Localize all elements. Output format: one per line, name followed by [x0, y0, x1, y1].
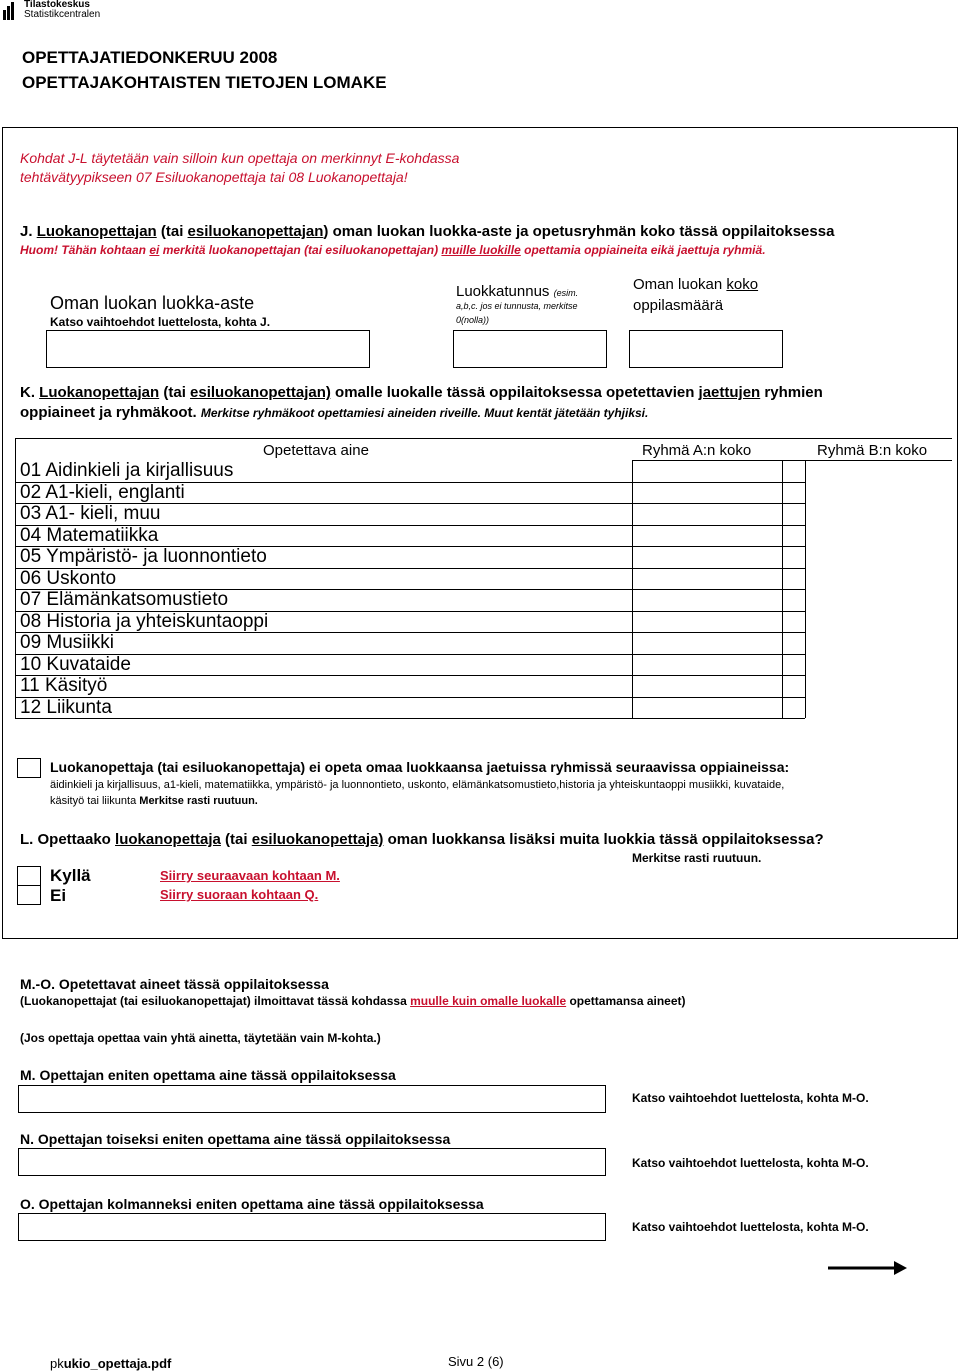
group-a-size-input[interactable]: [633, 461, 781, 481]
section-n-input[interactable]: [18, 1148, 606, 1176]
no-split-groups-label: Luokanopettaja (tai esiluokanopettaja) ei opeta omaa luokkaansa jaetuissa ryhmissä seuraavissa oppiaineissa:: [50, 759, 790, 775]
section-j-title: J. Luokanopettajan (tai esiluokanopettajan) oman luokan luokka-aste ja opetusryhmän koko tässä oppilaitoksessa: [20, 223, 835, 240]
next-page-arrow-icon[interactable]: [828, 1260, 908, 1276]
table-row-label: 02 A1-kieli, englanti: [20, 481, 185, 503]
class-code-input[interactable]: [453, 330, 607, 368]
group-a-size-input[interactable]: [633, 590, 781, 610]
col-group-b-header: Ryhmä B:n koko: [817, 442, 928, 459]
section-mo-subtitle: (Luokanopettajat (tai esiluokanopettajat) ilmoittavat tässä kohdassa muulle kuin omalle luokalle opettamansa aineet): [20, 994, 686, 1008]
group-a-size-input[interactable]: [633, 526, 781, 546]
logo-line2: Statistikcentralen: [24, 9, 101, 20]
no-split-groups-list2: käsityö tai liikunta Merkitse rasti ruutuun.: [50, 795, 258, 807]
class-code-hint1: a,b,c. jos ei tunnusta, merkitse: [456, 301, 578, 311]
table-row-label: 07 Elämänkatsomustieto: [20, 589, 229, 610]
table-row-label: 09 Musiikki: [20, 632, 114, 653]
group-a-size-input[interactable]: [633, 698, 781, 718]
table-row-label: 05 Ympäristö- ja luonnontieto: [20, 546, 267, 567]
group-a-size-input[interactable]: [633, 483, 781, 503]
no-goto: Siirry suoraan kohtaan Q.: [160, 887, 319, 902]
footer-filename: pkukio_opettaja.pdf: [50, 1356, 172, 1371]
class-grade-hint: Katso vaihtoehdot luettelosta, kohta J.: [50, 315, 271, 329]
group-b-size-input[interactable]: [783, 655, 804, 675]
class-code-label: Luokkatunnus (esim.: [456, 283, 579, 300]
section-o-input[interactable]: [18, 1213, 606, 1241]
table-row-label: 01 Aidinkieli ja kirjallisuus: [20, 460, 234, 481]
section-m-hint: Katso vaihtoehdot luettelosta, kohta M-O.: [632, 1091, 869, 1105]
yes-checkbox[interactable]: [17, 866, 41, 886]
group-a-size-input[interactable]: [633, 547, 781, 567]
section-o-title: O. Opettajan kolmanneksi eniten opettama aine tässä oppilaitoksessa: [20, 1196, 484, 1212]
group-b-size-input[interactable]: [783, 526, 804, 546]
no-checkbox[interactable]: [17, 885, 41, 905]
table-grid-line: [805, 460, 806, 718]
group-a-size-input[interactable]: [633, 612, 781, 632]
table-row-label: 04 Matematiikka: [20, 524, 159, 546]
page-title: OPETTAJATIEDONKERUU 2008: [22, 48, 278, 67]
table-row-label: 12 Liikunta: [20, 696, 112, 718]
group-b-size-input[interactable]: [783, 590, 804, 610]
table-grid-line: [15, 438, 16, 718]
col-group-a-header: Ryhmä A:n koko: [642, 442, 752, 459]
table-row-label: 11 Käsityö: [20, 675, 108, 696]
group-b-size-input[interactable]: [783, 483, 804, 503]
no-split-groups-checkbox[interactable]: [17, 758, 41, 778]
group-b-size-input[interactable]: [783, 633, 804, 653]
class-size-label2: oppilasmäärä: [633, 297, 724, 314]
logo-line1: Tilastokeskus: [24, 0, 90, 10]
logo-icon: [3, 2, 17, 20]
section-n-hint: Katso vaihtoehdot luettelosta, kohta M-O.: [632, 1156, 869, 1170]
group-a-size-input[interactable]: [633, 655, 781, 675]
table-row: [15, 718, 805, 719]
group-b-size-input[interactable]: [783, 547, 804, 567]
table-row-label: 03 A1- kieli, muu: [20, 503, 161, 524]
section-k-subtitle: oppiaineet ja ryhmäkoot. Merkitse ryhmäkoot opettamiesi aineiden riveille. Muut kentät jätetään tyhjiksi.: [20, 404, 649, 421]
class-grade-input[interactable]: [46, 330, 370, 368]
page-subtitle: OPETTAJAKOHTAISTEN TIETOJEN LOMAKE: [22, 73, 387, 92]
group-a-size-input[interactable]: [633, 676, 781, 696]
group-b-size-input[interactable]: [783, 569, 804, 589]
group-b-size-input[interactable]: [783, 676, 804, 696]
section-l-title: L. Opettaako luokanopettaja (tai esiluokanopettaja) oman luokkansa lisäksi muita luokkia tässä oppilaitoksessa?: [20, 831, 824, 848]
section-mo-note: (Jos opettaja opettaa vain yhtä ainetta, täytetään vain M-kohta.): [20, 1031, 381, 1045]
table-row-label: 06 Uskonto: [20, 567, 117, 589]
no-label: Ei: [50, 886, 67, 905]
footer-page-number: Sivu 2 (6): [448, 1354, 504, 1369]
group-b-size-input[interactable]: [783, 504, 804, 524]
section-l-mark-hint: Merkitse rasti ruutuun.: [632, 851, 762, 865]
section-m-input[interactable]: [18, 1085, 606, 1113]
section-j-note: Huom! Tähän kohtaan ei merkitä luokanopettajan (tai esiluokanopettajan) muille luokille opettamia oppiaineita eikä jaettuja ryhmiä.: [20, 243, 766, 257]
group-a-size-input[interactable]: [633, 633, 781, 653]
group-a-size-input[interactable]: [633, 569, 781, 589]
table-row-label: 08 Historia ja yhteiskuntaoppi: [20, 610, 269, 632]
col-subject-header: Opetettava aine: [263, 442, 369, 459]
group-b-size-input[interactable]: [783, 461, 804, 481]
section-m-title: M. Opettajan eniten opettama aine tässä oppilaitoksessa: [20, 1067, 396, 1083]
table-row-label: 10 Kuvataide: [20, 653, 131, 675]
group-a-size-input[interactable]: [633, 504, 781, 524]
notice-line2: tehtävätyypikseen 07 Esiluokanopettaja tai 08 Luokanopettaja!: [20, 169, 408, 185]
class-code-hint2: 0(nolla)): [456, 315, 490, 325]
no-split-groups-list1: äidinkieli ja kirjallisuus, a1-kieli, matematiikka, ympäristö- ja luonnontieto, uskonto, elämänkatsomustieto,historia ja yhteiskuntaoppi musiikki, kuvataide,: [50, 779, 785, 791]
section-o-hint: Katso vaihtoehdot luettelosta, kohta M-O.: [632, 1220, 869, 1234]
class-grade-label: Oman luokan luokka-aste: [50, 293, 255, 313]
section-mo-title: M.-O. Opetettavat aineet tässä oppilaitoksessa: [20, 976, 329, 992]
group-b-size-input[interactable]: [783, 698, 804, 718]
section-k-title: K. Luokanopettajan (tai esiluokanopettajan) omalle luokalle tässä oppilaitoksessa opetettavien jaettujen ryhmien: [20, 384, 823, 401]
class-size-label: Oman luokan koko: [633, 276, 759, 293]
class-size-input[interactable]: [629, 330, 783, 368]
yes-goto: Siirry seuraavaan kohtaan M.: [160, 868, 340, 883]
group-b-size-input[interactable]: [783, 612, 804, 632]
notice-line1: Kohdat J-L täytetään vain silloin kun opettaja on merkinnyt E-kohdassa: [20, 150, 460, 166]
section-n-title: N. Opettajan toiseksi eniten opettama aine tässä oppilaitoksessa: [20, 1131, 451, 1147]
yes-label: Kyllä: [50, 866, 91, 885]
